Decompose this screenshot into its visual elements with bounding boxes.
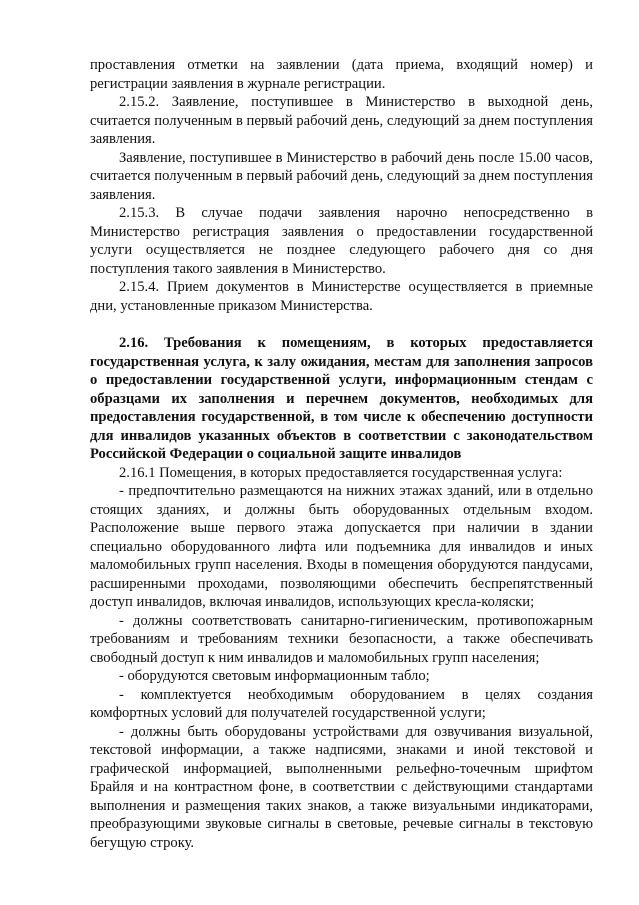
document-page: [90, 56, 593, 852]
paragraph-2-15-3: 2.15.3. В случае подачи заявления нарочно непосредственно в Министерство регистрация заявления о предоставлении государственной услуги осуществляется не позднее следующего рабочего дня со дня поступления такого заявления в Министерство.: [90, 205, 593, 277]
section-spacer: [90, 315, 593, 334]
paragraph-2-16-1: 2.16.1 Помещения, в которых предоставляется государственная услуга:: [119, 464, 563, 481]
list-item-accessibility-devices: - должны быть оборудованы устройствами для озвучивания визуальной, текстовой информации, а также надписями, знаками и иной текстовой и графической информацией, выполненными рельефно-точечным шрифтом Брайля и на контрастном фоне, в соответствии с действующими стандартами выполнения и размещения таких знаков, а также визуальными индикаторами, преобразующими звуковые сигналы в световые, речевые сигналы в текстовую бегущую строку.: [90, 723, 593, 851]
paragraph-2-15-2: 2.15.2. Заявление, поступившее в Министерство в выходной день, считается полученным в первый рабочий день, следующий за днем поступления заявления.: [90, 94, 593, 147]
paragraph-registration-end: проставления отметки на заявлении (дата приема, входящий номер) и регистрации заявления в журнале регистрации.: [90, 57, 593, 92]
paragraph-after-15-00: Заявление, поступившее в Министерство в рабочий день после 15.00 часов, считается полученным в первый рабочий день, следующий за днем поступления заявления.: [90, 149, 593, 203]
list-item-location: - предпочтительно размещаются на нижних этажах зданий, или в отдельно стоящих зданиях, и должны быть оборудованных отдельным входом. Расположение выше первого этажа допускается при наличии в здании специально оборудованного лифта или подъемника для инвалидов и иных маломобильных групп населения. Входы в помещения оборудуются пандусами, расширенными проходами, позволяющими обеспечить беспрепятственный доступ инвалидов, включая инвалидов, использующих кресла-коляски;: [90, 483, 593, 610]
list-item-light-board: - оборудуются световым информационным табло;: [119, 668, 430, 684]
list-item-sanitary: - должны соответствовать санитарно-гигиеническим, противопожарным требованиям и требованиям техники безопасности, а также обеспечивать свободный доступ к ним инвалидов и маломобильных групп населения;: [90, 612, 593, 666]
section-heading-2-16: 2.16. Требования к помещениям, в которых предоставляется государственная услуга, к залу ожидания, местам для заполнения запросов о предоставлении государственной услуги, информационным стендам с образцами их заполнения и перечнем документов, необходимых для предоставления государственной, в том числе к обеспечению доступности для инвалидов указанных объектов в соответствии с законодательством Российской Федерации о социальной защите инвалидов: [90, 335, 593, 462]
list-item-equipment: - комплектуется необходимым оборудованием в целях создания комфортных условий для получателей государственной услуги;: [90, 686, 593, 721]
paragraph-2-15-4: 2.15.4. Прием документов в Министерстве осуществляется в приемные дни, установленные приказом Министерства.: [90, 279, 593, 314]
